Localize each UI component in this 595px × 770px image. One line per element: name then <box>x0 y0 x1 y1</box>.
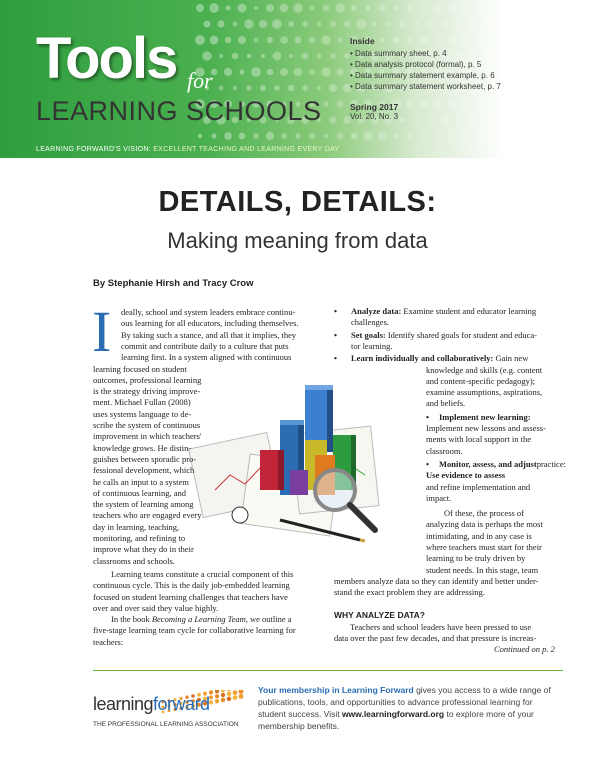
masthead-dot <box>266 132 274 140</box>
masthead-dot <box>526 117 532 123</box>
masthead-dot <box>518 68 525 75</box>
logo-dot <box>215 690 219 693</box>
bullet-dot: • <box>334 353 337 364</box>
masthead-dot <box>489 131 498 140</box>
text-line: fessional development, which <box>93 465 195 476</box>
masthead-dot <box>546 36 554 44</box>
masthead-dot <box>365 5 371 11</box>
text-line: improve what they do in their <box>93 544 194 555</box>
bullet-dot: • <box>334 306 337 316</box>
masthead-dot <box>538 19 547 28</box>
masthead-dot <box>532 4 539 11</box>
masthead-dot <box>324 134 329 139</box>
website-link[interactable]: www.learningforward.org <box>341 709 445 719</box>
masthead-dot <box>559 35 568 44</box>
text-line: learning focused on student <box>93 363 187 374</box>
learningforward-logo[interactable]: learningforward <box>93 694 210 714</box>
bullet-line: classroom. <box>426 445 463 456</box>
masthead-dot <box>485 118 489 122</box>
footer-divider <box>93 670 563 671</box>
masthead-dot <box>295 133 301 139</box>
masthead-dot <box>238 36 246 44</box>
bullet-dot: • <box>334 329 337 340</box>
masthead-dot <box>518 100 526 108</box>
masthead-dot <box>568 53 573 58</box>
text-line: over and over said they value highly. <box>93 602 219 613</box>
text-line: ment. Michael Fullan (2008) <box>93 397 191 408</box>
masthead-dot <box>560 132 567 139</box>
text-line: Teachers and school leaders have been pressed to use <box>350 622 532 632</box>
masthead-dot <box>533 133 539 139</box>
masthead-dot <box>254 38 259 43</box>
masthead-dot <box>553 52 561 60</box>
masthead-dot <box>232 53 239 60</box>
masthead-dot <box>573 131 582 140</box>
masthead-dot <box>225 37 232 44</box>
masthead-dot <box>540 85 546 91</box>
masthead-dot <box>555 118 560 123</box>
bullet-dot: • <box>426 411 429 422</box>
masthead-dot <box>504 36 511 43</box>
masthead-dot <box>442 21 448 27</box>
masthead-dot <box>590 70 594 74</box>
text-line: uses systems language to de- <box>93 408 192 419</box>
masthead-dot <box>336 68 343 75</box>
masthead-dot <box>539 116 548 125</box>
masthead-dot <box>267 69 274 76</box>
continued-link[interactable]: Continued on p. 2 <box>494 644 555 654</box>
section-heading-why: WHY ANALYZE DATA? <box>334 610 425 620</box>
masthead-dot <box>519 5 526 12</box>
masthead-dot <box>202 51 211 60</box>
masthead-dot <box>336 4 345 13</box>
masthead-dot <box>531 99 540 108</box>
masthead-dot <box>329 116 336 123</box>
masthead-dot <box>196 4 204 12</box>
text-line: teachers: <box>93 636 124 647</box>
masthead-dot <box>559 3 569 13</box>
text-line: knowledge grows. He distin- <box>93 442 192 453</box>
masthead-dot <box>422 6 426 10</box>
issue-volume: Vol. 20, No. 3 <box>350 112 399 121</box>
masthead-dot <box>582 21 589 28</box>
masthead-dot <box>415 118 419 122</box>
text-line: focused on student learning challenges that teachers have <box>93 591 288 602</box>
masthead-dot <box>239 69 244 74</box>
masthead-dot <box>406 100 415 109</box>
masthead-dot <box>280 68 288 76</box>
masthead-dot <box>329 84 338 93</box>
membership-promo: Your membership in Learning Forward gives you access to a wide range of publications, tools, and opportunities to advance professional learning for student success. Visit www.learningforward.org to explore more of your membership benefits. <box>258 685 551 731</box>
masthead-dot <box>217 20 224 27</box>
masthead-dot <box>337 101 343 107</box>
masthead-dot <box>510 51 520 61</box>
masthead-dot <box>302 21 308 27</box>
masthead-dot <box>498 21 504 27</box>
masthead-dot <box>356 19 366 29</box>
text-line: the system of learning among <box>93 499 194 510</box>
masthead-dot <box>574 36 581 43</box>
text-line: guishes between sporadic pro- <box>93 453 197 464</box>
text-line: intimidating, and in any case is <box>426 530 532 541</box>
drop-cap: I <box>92 299 112 364</box>
masthead-dot <box>476 4 484 12</box>
text-line: Learning teams constitute a crucial component of this <box>111 568 294 579</box>
masthead-dot <box>475 99 485 109</box>
masthead-dot <box>280 36 287 43</box>
logo-dot <box>239 694 244 699</box>
masthead-dot <box>210 36 219 45</box>
bullet-line: Learn individually and collaboratively: Gain new <box>351 353 529 364</box>
masthead-dot <box>561 101 568 108</box>
masthead-dot <box>498 117 505 124</box>
masthead-dot <box>574 4 583 13</box>
issue-season: Spring 2017 <box>350 102 399 112</box>
bullet-line: examine assumptions, aspirations, <box>426 387 543 398</box>
masthead-dot <box>399 20 406 27</box>
masthead-dot <box>408 134 412 138</box>
masthead-dot <box>378 132 386 140</box>
text-line: analyzing data is perhaps the most <box>426 519 543 530</box>
masthead-dot <box>224 132 232 140</box>
masthead-dot <box>302 85 308 91</box>
logo-dot <box>215 699 219 703</box>
masthead-dot <box>310 6 315 11</box>
masthead-dot <box>456 21 463 28</box>
masthead-dot <box>239 133 246 140</box>
masthead-dot <box>295 37 302 44</box>
masthead-dot <box>280 4 289 13</box>
masthead-for: for <box>187 68 213 93</box>
bullet-label: Monitor, assess, and adjust <box>439 458 537 469</box>
masthead-dot <box>414 21 419 26</box>
masthead-dot <box>198 134 202 138</box>
inside-item[interactable]: • Data summary statement worksheet, p. 7 <box>350 82 501 91</box>
masthead-dot <box>373 22 377 26</box>
masthead-dot <box>526 53 531 58</box>
text-line: of continuous learning, and <box>93 487 187 498</box>
masthead-dot <box>540 53 545 58</box>
masthead-dot <box>267 37 273 43</box>
masthead-dot <box>419 99 429 109</box>
logo-dot <box>239 690 244 694</box>
text-line: he calls an input to a system <box>93 476 189 487</box>
logo-dot <box>227 697 232 702</box>
masthead-dot <box>442 117 449 124</box>
bullet-line <box>439 412 531 423</box>
masthead-dot <box>293 3 303 13</box>
masthead-dot <box>247 54 252 59</box>
masthead-dot <box>337 133 343 139</box>
text-line: commit and contribute daily to a culture that puts <box>121 340 289 351</box>
masthead-dot <box>526 85 532 91</box>
masthead-dot <box>590 134 595 139</box>
masthead-dot <box>363 131 372 140</box>
bullet-line: and content-specific pedagogy); <box>426 375 536 386</box>
logo-dot <box>233 690 238 695</box>
text-line: is the strategy driving improve- <box>93 386 201 397</box>
masthead-dot <box>461 99 471 109</box>
text-line: classrooms and schools. <box>93 555 175 566</box>
logo-dot <box>215 694 219 698</box>
bullet-label: Learn individually and collaboratively: <box>351 353 494 364</box>
text-line: members analyze data so they can identify and better under- <box>334 575 539 586</box>
text-line: continuous cycle. This is the daily job-embedded learning <box>93 580 290 591</box>
masthead-dot <box>503 3 512 12</box>
masthead-dot <box>281 133 287 139</box>
masthead-dot <box>244 19 253 28</box>
bullet-label: Analyze data: <box>351 306 402 316</box>
masthead-dot <box>471 22 475 26</box>
text-line: where teachers must start for their <box>426 542 542 552</box>
inside-item[interactable]: • Data analysis protocol (formal), p. 5 <box>350 60 482 69</box>
bullet-line: impact. <box>426 492 452 503</box>
masthead-dot <box>321 35 330 44</box>
bullet-line: ments with local support in the <box>426 434 532 445</box>
masthead-dot <box>400 117 406 123</box>
masthead-dot <box>272 19 282 29</box>
masthead-dot <box>547 101 553 107</box>
text-line: improvement in which teachers' <box>93 431 202 442</box>
masthead-dot <box>426 19 435 28</box>
text-line: student needs. In this stage, team <box>426 564 539 575</box>
masthead-dot <box>582 85 587 90</box>
masthead-dot <box>512 85 518 91</box>
bullet-line: and beliefs. <box>426 398 466 409</box>
issue-info <box>350 102 398 121</box>
masthead-dot <box>553 84 561 92</box>
masthead-dot <box>259 20 267 28</box>
article-byline: By Stephanie Hirsh and Tracy Crow <box>93 278 254 289</box>
bullet-dot: • <box>426 458 429 469</box>
bullet-line: Monitor, assess, and adjustpractice: <box>439 458 566 469</box>
article-subtitle: Making meaning from data <box>167 228 428 253</box>
masthead-dot <box>302 53 309 60</box>
masthead-dot <box>560 68 569 77</box>
masthead-dot <box>503 99 512 108</box>
masthead-dot <box>266 4 274 12</box>
masthead-dot <box>520 134 525 139</box>
masthead-dot <box>589 5 595 11</box>
text-line: outcomes, professional learning <box>93 374 202 385</box>
data-analysis-illustration <box>185 380 405 550</box>
masthead-dot <box>253 133 258 138</box>
masthead-dot <box>330 21 336 27</box>
masthead-dot <box>387 22 391 26</box>
masthead-dot <box>393 5 398 10</box>
masthead-dot <box>463 5 469 11</box>
bullet-line: challenges. <box>351 317 389 328</box>
masthead-dot <box>434 100 443 109</box>
masthead-dot <box>289 54 293 58</box>
bullet-line: Use evidence to assess <box>426 470 506 481</box>
masthead-dot <box>344 21 350 27</box>
inside-box <box>350 36 501 92</box>
masthead-dot <box>378 4 385 11</box>
inside-item[interactable]: • Data summary sheet, p. 4 <box>350 49 447 58</box>
text-line: teachers who are engaged every <box>93 510 202 521</box>
masthead-dot <box>233 86 237 90</box>
masthead-dot <box>513 118 518 123</box>
bullet-line: Implement new lessons and assess- <box>426 423 546 433</box>
masthead-dot <box>321 67 330 76</box>
masthead-dot <box>294 68 303 77</box>
masthead-dot <box>219 86 223 90</box>
text-line: deally, school and system leaders embrace continu- <box>121 307 296 317</box>
bullet-line: Set goals: Identify shared goals for student and educa- <box>351 329 538 340</box>
text-line: By taking such a stance, and all that it implies, they <box>121 329 297 340</box>
masthead-dot <box>288 21 294 27</box>
masthead-dot <box>211 133 216 138</box>
masthead-dot <box>406 4 414 12</box>
bullet-label: Set goals: <box>351 329 386 340</box>
masthead-dot <box>484 21 489 26</box>
masthead-dot <box>246 85 252 91</box>
masthead-dot <box>590 38 594 42</box>
masthead-dot <box>568 21 574 27</box>
masthead-dot <box>547 69 553 75</box>
vision-statement: LEARNING FORWARD'S VISION: EXCELLENT TEACHING AND LEARNING EVERY DAY <box>36 146 340 153</box>
logo-dot <box>227 690 232 691</box>
masthead-dot <box>330 53 335 58</box>
masthead-dot <box>225 5 230 10</box>
masthead <box>0 0 595 158</box>
masthead-dot <box>580 115 590 125</box>
masthead-dot <box>251 67 261 77</box>
masthead-dot <box>254 6 258 10</box>
masthead-dot <box>323 5 330 12</box>
inside-title: Inside <box>350 36 375 46</box>
masthead-dot <box>587 99 595 108</box>
masthead-dot <box>260 85 266 91</box>
masthead-dot <box>351 5 358 12</box>
masthead-dot <box>393 133 399 139</box>
text-line: monitoring, and refining to <box>93 533 186 543</box>
masthead-dot <box>309 37 316 44</box>
masthead-dot <box>491 5 498 12</box>
masthead-tools: Tools <box>36 26 177 91</box>
masthead-dot <box>309 69 315 75</box>
masthead-dot <box>581 52 590 61</box>
masthead-dot <box>309 133 315 139</box>
masthead-dot <box>422 134 427 139</box>
masthead-dot <box>532 68 540 76</box>
masthead-dot <box>569 86 574 91</box>
text-line: stand the exact problem they are addressing. <box>334 587 485 598</box>
masthead-dot <box>526 21 531 26</box>
masthead-dot <box>261 54 265 58</box>
logo-dot <box>221 698 225 702</box>
masthead-dot <box>323 101 328 106</box>
text-line: In the book Becoming a Learning Team, we outline a <box>111 614 292 625</box>
masthead-dot <box>337 37 342 42</box>
masthead-dot <box>457 118 461 122</box>
text-line: five-stage learning team cycle for collaborative learning for <box>93 625 296 636</box>
masthead-dot <box>448 100 456 108</box>
masthead-dot <box>273 52 282 61</box>
masthead-dot <box>463 133 468 138</box>
masthead-dot <box>203 20 210 27</box>
masthead-dot <box>274 85 280 91</box>
masthead-dot <box>548 6 553 11</box>
masthead-learning-schools: LEARNING SCHOOLS <box>36 96 322 126</box>
masthead-dot <box>492 102 496 106</box>
masthead-dot <box>209 3 219 13</box>
masthead-dot <box>428 117 434 123</box>
masthead-dot <box>568 117 573 122</box>
masthead-dot <box>470 117 476 123</box>
text-line: scribe the system of continuous <box>93 420 201 430</box>
masthead-dot <box>351 133 358 140</box>
text-line: ous learning for all educators, including themselves. <box>121 318 299 329</box>
text-line: learning first. In a system aligned with continuous <box>121 352 292 363</box>
masthead-dot <box>449 133 455 139</box>
masthead-dot <box>233 22 238 27</box>
masthead-dot <box>288 85 294 91</box>
masthead-dot <box>505 69 512 76</box>
inside-item[interactable]: • Data summary statement example, p. 6 <box>350 71 495 80</box>
masthead-dot <box>575 101 582 108</box>
text-line: learning to be truly driven by <box>426 553 526 564</box>
text-line: Of these, the process of <box>444 508 525 519</box>
bullet-label: Implement new learning: <box>439 411 531 422</box>
bullet-line: and refine implementation and <box>426 481 531 492</box>
masthead-dot <box>553 20 561 28</box>
logo-dot <box>221 690 225 692</box>
text-line: day in learning, teaching, <box>93 521 180 532</box>
text-line: data over the past few decades, and that pressure is increas- <box>334 633 537 644</box>
masthead-dot <box>546 132 554 140</box>
logo-dot <box>227 692 232 697</box>
bullet-line: Analyze data: Examine student and educator learning <box>351 306 537 316</box>
masthead-dot <box>476 132 484 140</box>
logo-tagline: THE PROFESSIONAL LEARNING ASSOCIATION <box>93 721 239 728</box>
logo-dot <box>221 693 225 697</box>
masthead-dot <box>219 54 223 58</box>
masthead-dot <box>434 4 442 12</box>
masthead-dot <box>573 67 583 77</box>
bullet-line: knowledge and skills (e.g. content <box>426 364 543 375</box>
masthead-dot <box>518 36 526 44</box>
masthead-dot <box>513 22 517 26</box>
masthead-dot <box>533 37 539 43</box>
masthead-dot <box>447 3 456 12</box>
masthead-dot <box>238 4 247 13</box>
masthead-dot <box>316 53 321 58</box>
logo-dot <box>233 695 238 700</box>
masthead-dot <box>435 133 441 139</box>
masthead-dot <box>224 68 232 76</box>
masthead-dot <box>317 86 321 90</box>
article-title: DETAILS, DETAILS: <box>158 186 437 218</box>
masthead-dot <box>505 133 511 139</box>
masthead-dot <box>317 22 321 26</box>
bullet-line: tor learning. <box>351 340 393 351</box>
masthead-dot <box>195 35 205 45</box>
